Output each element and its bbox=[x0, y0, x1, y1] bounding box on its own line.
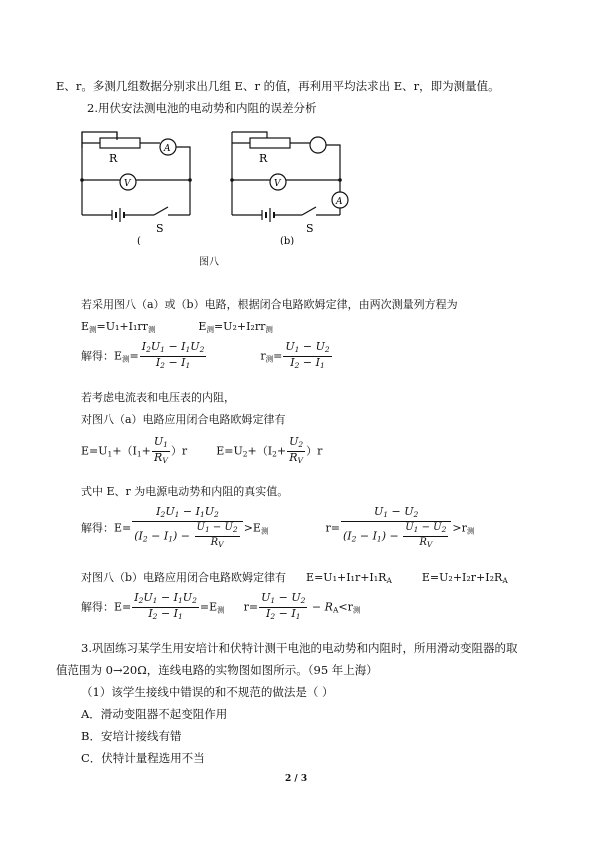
section-2-title: 2.用伏安法测电池的电动势和内阻的误差分析 bbox=[87, 101, 317, 115]
circuit-diagram-a bbox=[72, 120, 202, 245]
option-c: C．伏特计量程选用不当 bbox=[81, 751, 205, 765]
question-3-sub-1: （1）该学生接线中错误的和不规范的做法是（ ） bbox=[81, 685, 334, 699]
ammeter-label-b: A bbox=[336, 197, 343, 207]
paragraph-circuit-a: 对图八（a）电路应用闭合电路欧姆定律有 bbox=[81, 413, 286, 426]
voltmeter-label-b: V bbox=[274, 179, 281, 189]
question-3-line-1: 3.巩固练习某学生用安培计和伏特计测干电池的电动势和内阻时，所用滑动变阻器的取 bbox=[81, 641, 518, 655]
option-a: A．滑动变阻器不起变阻作用 bbox=[81, 707, 228, 721]
switch-label-b: S bbox=[306, 222, 314, 235]
paragraph-internal-resistance: 若考虑电流表和电压表的内阻， bbox=[81, 391, 235, 404]
solution-measured: 解得：$E_测=$ $\frac{I_2U_1 - I_1U_2}{I_2 - I_1}$ $r_测=$ $\frac{U_1 - U_2}{I_2 - I_1}$ bbox=[81, 340, 330, 370]
figure-label-b: (b) bbox=[280, 236, 295, 245]
solution-circuit-b: 解得：E= $\frac{I_2U_1 - I_1U_2}{I_2 - I_1}$ $=E_测$ r= $\frac{U_1 - U_2}{I_2 - I_1}$ − $R_A<r_测$ bbox=[81, 591, 361, 621]
circuit-diagram-b bbox=[222, 120, 357, 245]
intro-line: E、r。多测几组数据分别求出几组 E、r 的值，再利用平均法求出 E、r，即为测量值。 bbox=[56, 79, 500, 93]
switch-label-a: S bbox=[156, 222, 164, 235]
option-b: B．安培计接线有错 bbox=[81, 729, 182, 743]
question-3-line-2: 值范围为 0→20Ω，连线电路的实物图如图所示。（95 年上海） bbox=[56, 663, 378, 677]
equation-measured-1: $E_测=U_1+I_1rr_测$ $E_测=U_2+I_2rr_测$ bbox=[81, 320, 273, 334]
resistor-label-b: R bbox=[259, 152, 268, 165]
solution-circuit-a: 解得：E= $I_2U_1 - I_1U_2$ $(I_2 - I_1)$ − $\frac{U_1 - U_2}{R_V}$ $>E_测$ r= $U_1 - U_2$ $(I_2 - I_1)$ − $\frac{U_1 - U_2}{R_V}$ $>r_测$ bbox=[81, 505, 475, 549]
equation-circuit-a: $E=U_1+(I_1+$ $\frac{U_1}{R_V}$ ）r $E=U_2+(I_2+$ $\frac{U_2}{R_V}$ ）r bbox=[81, 435, 323, 465]
paragraph-true-values: 式中 E、r 为电源电动势和内阻的真实值。 bbox=[81, 485, 289, 498]
voltmeter-label-a: V bbox=[124, 179, 131, 189]
figure-caption: 图八 bbox=[199, 257, 219, 268]
paragraph-equations-intro: 若采用图八（a）或（b）电路，根据闭合电路欧姆定律，由两次测量列方程为 bbox=[81, 298, 458, 311]
figure-label-a: ( bbox=[137, 236, 141, 245]
paragraph-circuit-b: 对图八（b）电路应用闭合电路欧姆定律有 $E=U_1+I_1r+I_1R_A$ $E=U_2+I_2r+I_2R_A$ bbox=[81, 571, 508, 585]
resistor-label-a: R bbox=[109, 152, 118, 165]
ammeter-label-a: A bbox=[164, 144, 171, 154]
page-number: 2 / 3 bbox=[285, 774, 308, 784]
